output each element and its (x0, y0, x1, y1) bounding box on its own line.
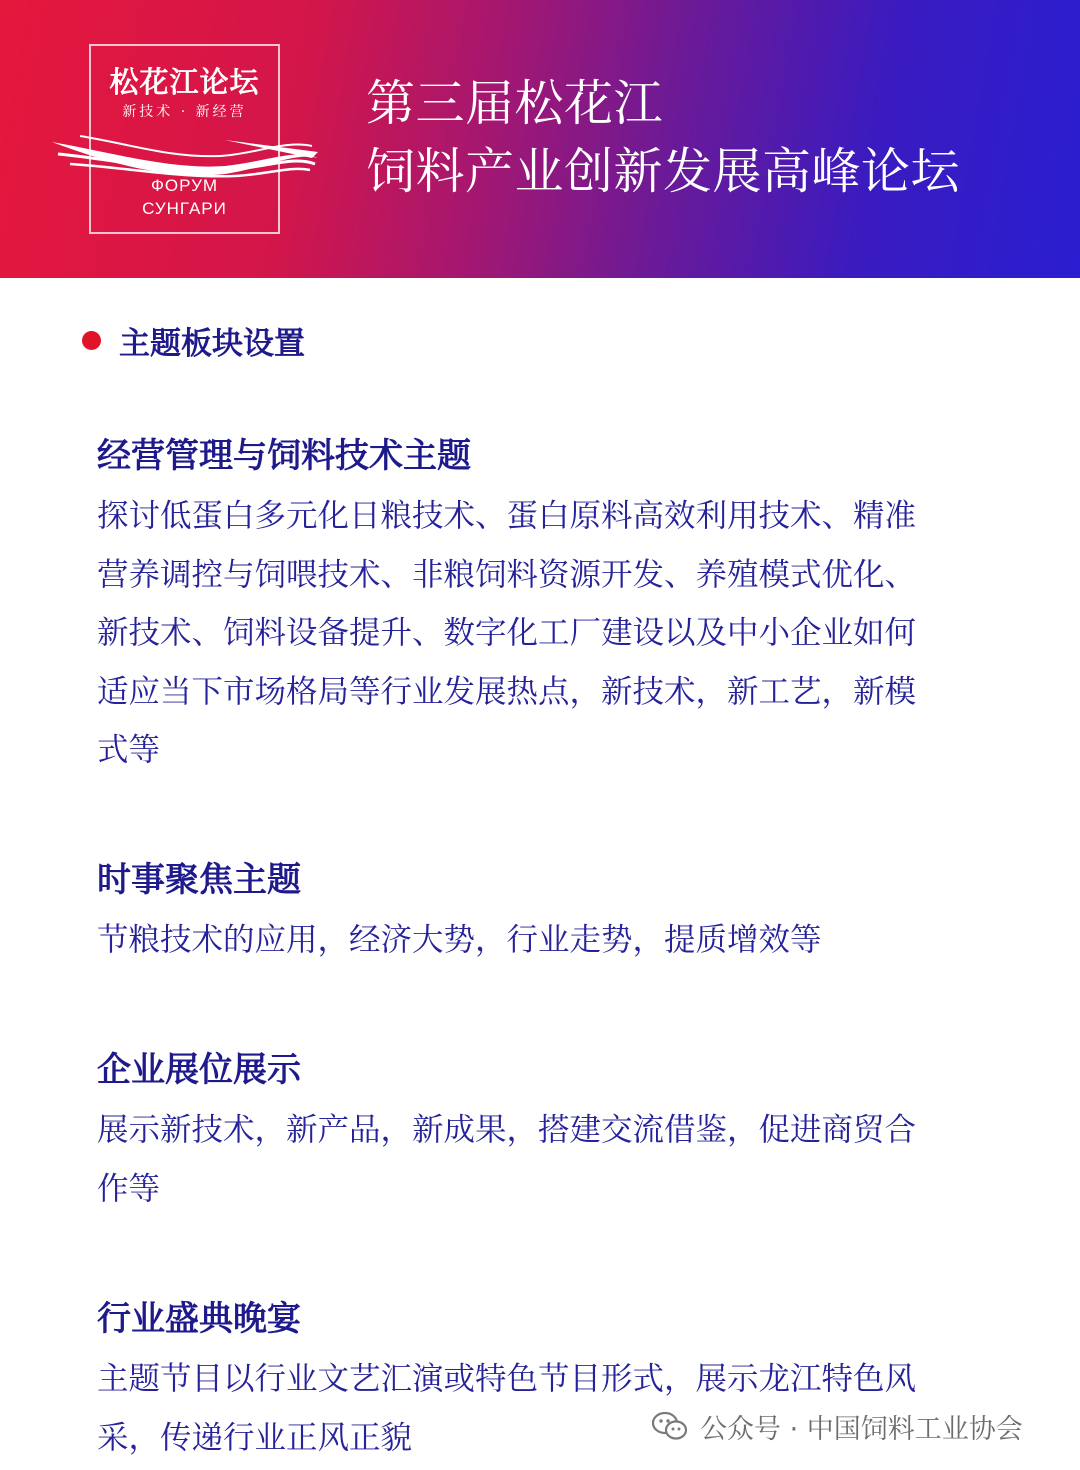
logo-russian-line1: ФОРУМ (150, 176, 219, 195)
topic-title: 时事聚焦主题 (97, 860, 301, 900)
section-heading (82, 318, 305, 362)
banner-title-line2: 饲料产业创新发展高峰论坛 (366, 143, 961, 200)
topic-description: 节粮技术的应用，经济大势，行业走势，提质增效等 (97, 922, 822, 958)
topic-block (97, 856, 927, 970)
red-bullet-icon (82, 331, 101, 350)
logo-russian-line2: СУНГАРИ (142, 199, 227, 218)
topic-title: 行业盛典晚宴 (97, 1299, 301, 1339)
topic-block (97, 1046, 927, 1218)
topic-title: 经营管理与饲料技术主题 (97, 436, 471, 476)
banner-title-line1: 第三届松花江 (366, 75, 664, 132)
topic-description: 主题节目以行业文艺汇演或特色节目形式，展示龙江特色风采，传递行业正风正貌 (97, 1361, 917, 1456)
wechat-icon (652, 1411, 688, 1441)
topic-block (97, 432, 927, 780)
section-label: 主题板块设置 (119, 325, 305, 362)
wechat-watermark (652, 1406, 1023, 1446)
topic-title: 企业展位展示 (97, 1050, 301, 1090)
logo-title: 松花江论坛 (109, 65, 260, 99)
topic-description: 探讨低蛋白多元化日粮技术、蛋白原料高效利用技术、精准营养调控与饲喂技术、非粮饲料资源开发、养殖模式优化、新技术、饲料设备提升、数字化工厂建设以及中小企业如何适应当下市场格局等行业发展热点，新技术，新工艺，新模式等 (97, 498, 917, 768)
banner-title (366, 70, 960, 206)
topic-description: 展示新技术，新产品，新成果，搭建交流借鉴，促进商贸合作等 (97, 1112, 917, 1207)
header-banner (0, 0, 1080, 278)
watermark-text: 公众号 · 中国饲料工业协会 (700, 1413, 1023, 1445)
logo-subtitle: 新技术 · 新经营 (122, 104, 247, 120)
